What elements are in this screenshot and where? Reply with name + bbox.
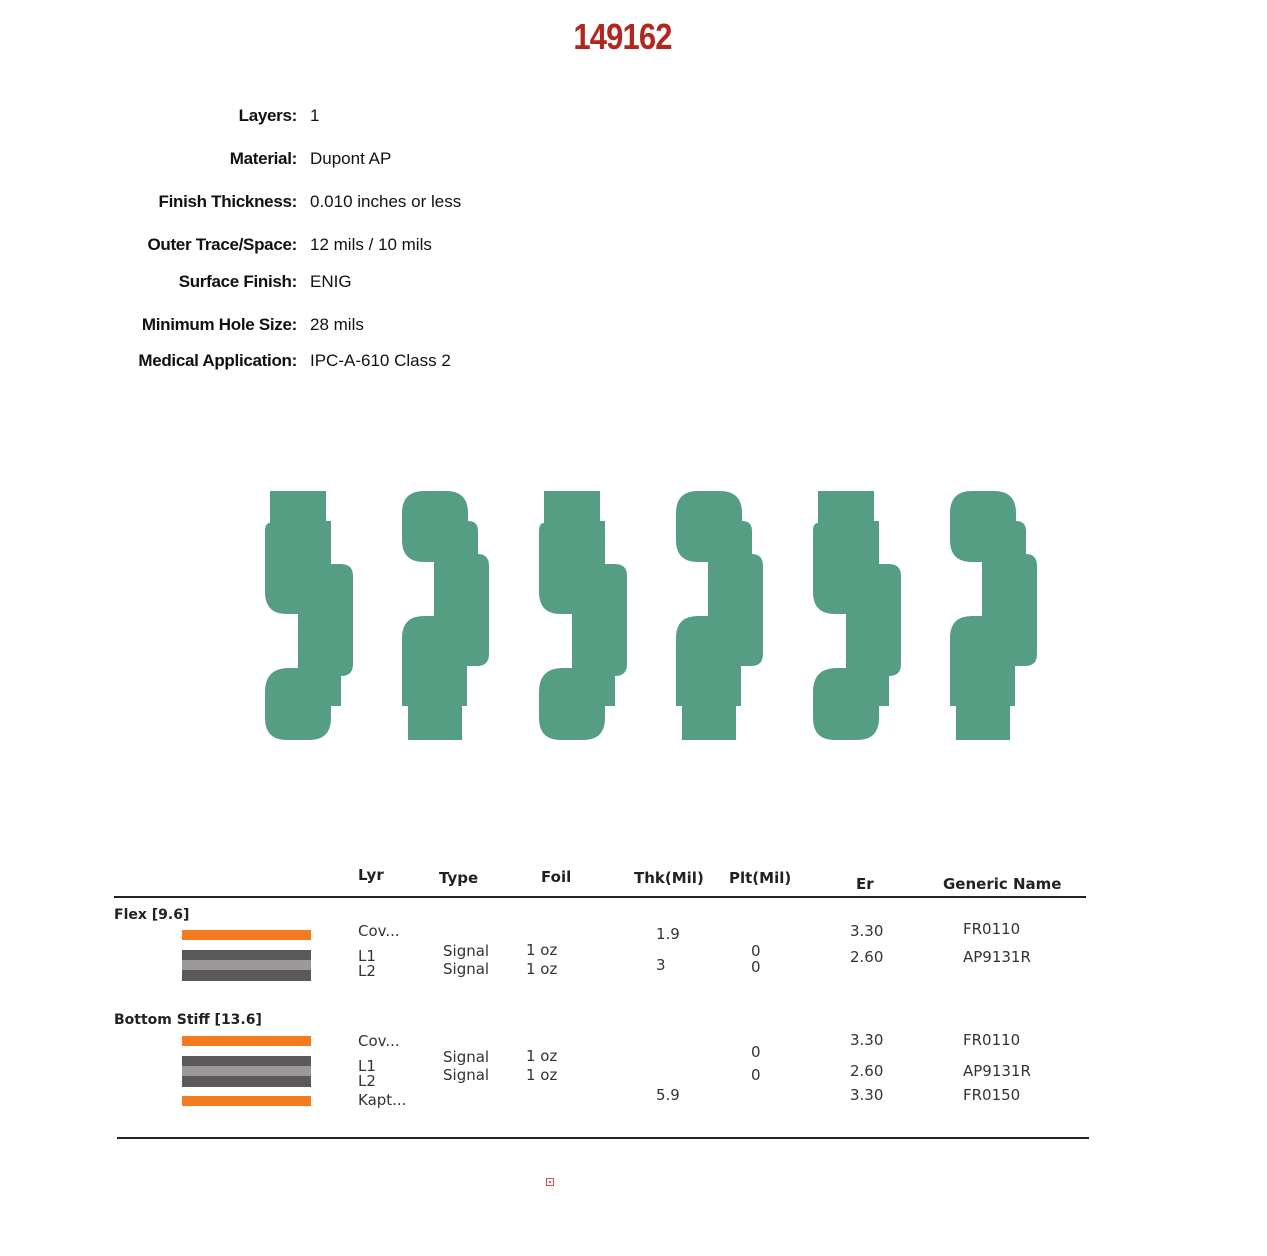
er-value: 2.60 (850, 948, 884, 966)
lyr-kapton: Kapt... (358, 1091, 407, 1109)
col-header-type: Type (439, 869, 479, 887)
spec-value: 28 mils (310, 315, 364, 334)
generic-name-value: FR0150 (963, 1086, 1021, 1104)
coverlay-bar (182, 930, 311, 940)
foil-value: 1 oz (526, 1066, 558, 1084)
spec-value: Dupont AP (310, 149, 392, 168)
col-header-lyr: Lyr (358, 866, 384, 884)
col-header-generic-name: Generic Name (943, 875, 1062, 893)
thk-value: 1.9 (656, 925, 680, 943)
spec-label: Layers: (238, 106, 297, 125)
spec-label: Outer Trace/Space: (147, 235, 297, 254)
type-signal: Signal (443, 1048, 490, 1066)
coverlay-bar (182, 1036, 311, 1046)
lyr-l1: L1 (358, 947, 376, 965)
copper-core-bar (182, 1056, 311, 1087)
col-header-er: Er (856, 875, 874, 893)
col-header-foil: Foil (541, 868, 572, 886)
anchor-marker-icon (546, 1178, 554, 1186)
spec-value: 1 (310, 106, 320, 125)
plt-value: 0 (751, 1043, 761, 1061)
lyr-l2: L2 (358, 962, 376, 980)
generic-name-value: AP9131R (963, 948, 1031, 966)
header-rule (114, 896, 1086, 898)
foil-value: 1 oz (526, 960, 558, 978)
lyr-cov: Cov... (358, 922, 400, 940)
spec-label: Material: (229, 149, 297, 168)
spec-label: Finish Thickness: (158, 192, 297, 211)
spec-value: 12 mils / 10 mils (310, 235, 432, 254)
type-signal: Signal (443, 1066, 490, 1084)
group-label-bottom-stiff: Bottom Stiff [13.6] (114, 1012, 262, 1028)
copper-core-bar (182, 950, 311, 981)
plt-value: 0 (751, 1066, 761, 1084)
thk-value: 3 (656, 956, 666, 974)
type-signal: Signal (443, 960, 490, 978)
generic-name-value: AP9131R (963, 1062, 1031, 1080)
col-header-plt: Plt(Mil) (729, 869, 792, 887)
spec-value: IPC-A-610 Class 2 (310, 351, 451, 370)
generic-name-value: FR0110 (963, 920, 1021, 938)
spec-value: 0.010 inches or less (310, 192, 462, 211)
foil-value: 1 oz (526, 1047, 558, 1065)
lyr-l2: L2 (358, 1072, 376, 1090)
plt-value: 0 (751, 958, 761, 976)
er-value: 3.30 (850, 922, 884, 940)
group-label-flex: Flex [9.6] (114, 907, 190, 923)
stiffener-bar (182, 1096, 311, 1106)
er-value: 2.60 (850, 1062, 884, 1080)
col-header-thk: Thk(Mil) (634, 869, 704, 887)
type-signal: Signal (443, 942, 490, 960)
er-value: 3.30 (850, 1086, 884, 1104)
foil-value: 1 oz (526, 941, 558, 959)
thk-value: 5.9 (656, 1086, 680, 1104)
spec-label: Surface Finish: (178, 272, 297, 291)
lyr-cov: Cov... (358, 1032, 400, 1050)
spec-label: Minimum Hole Size: (141, 315, 297, 334)
er-value: 3.30 (850, 1031, 884, 1049)
footer-rule (117, 1137, 1089, 1139)
spec-value: ENIG (310, 272, 352, 291)
spec-label: Medical Application: (138, 351, 297, 370)
part-number-title: 149162 (573, 16, 672, 57)
generic-name-value: FR0110 (963, 1031, 1021, 1049)
plt-value: 0 (751, 942, 761, 960)
lyr-l1: L1 (358, 1057, 376, 1075)
